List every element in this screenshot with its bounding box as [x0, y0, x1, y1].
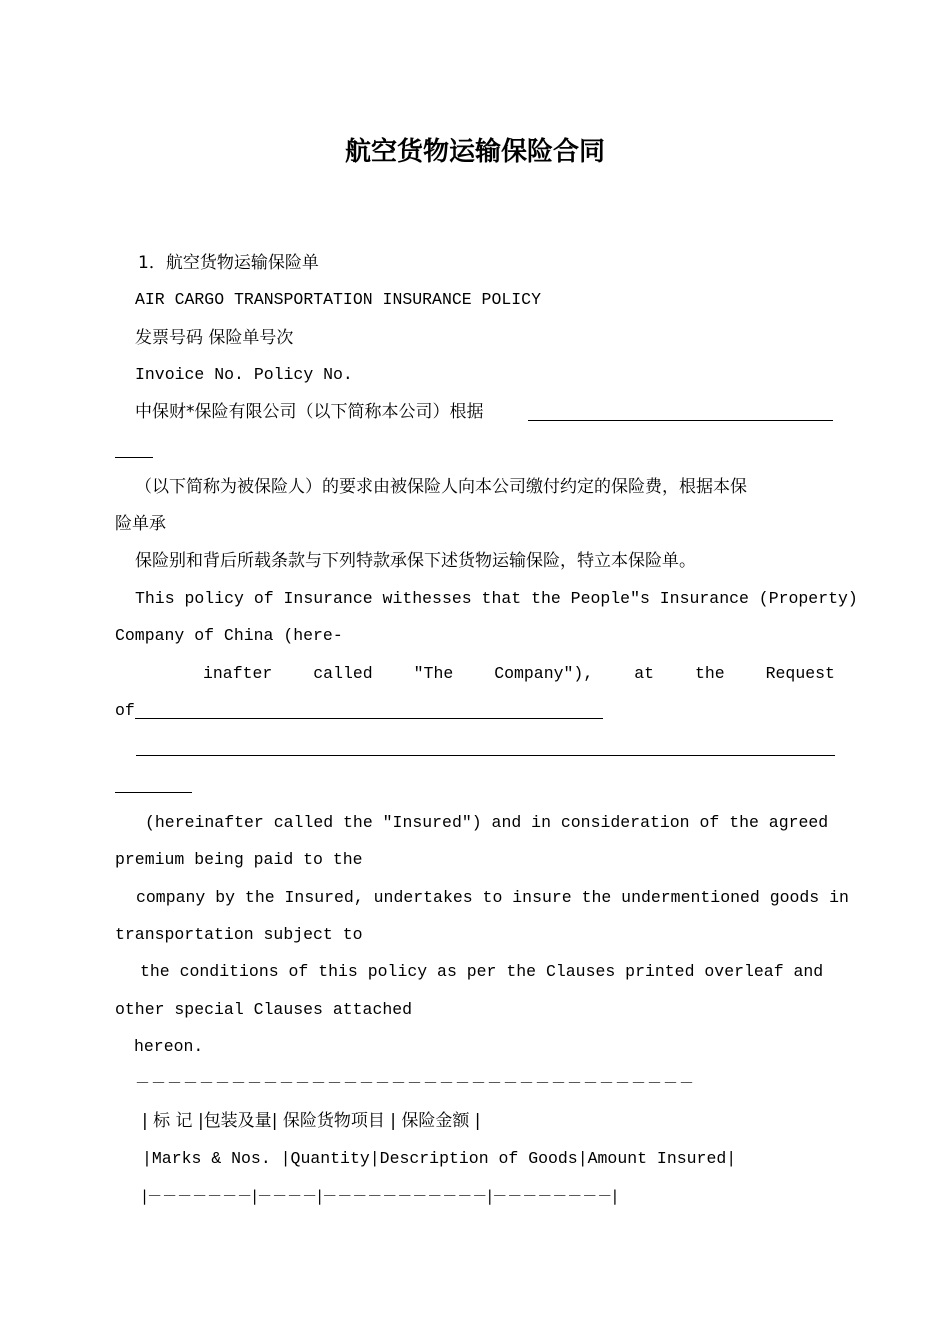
- request-of-blank-2-cont: [115, 792, 192, 793]
- insured-name-blank: [528, 420, 833, 421]
- header-en-quantity: Quantity: [290, 1149, 370, 1168]
- en-line-2-word: Request: [765, 664, 835, 683]
- document-title: 航空货物运输保险合同: [344, 137, 605, 167]
- separator-amount: －－－－－－－－: [492, 1187, 613, 1205]
- separator-description: －－－－－－－－－－－: [322, 1187, 488, 1205]
- cn-line-2: 保险别和背后所载条款与下列特款承保下述货物运输保险，特立本保险单。: [135, 551, 696, 571]
- en-line-5: the conditions of this policy as per the Clauses printed overleaf and: [140, 962, 824, 981]
- en-line-2-cont: of: [115, 701, 135, 720]
- table-header-cn: | 标 记 |包装及量| 保险货物项目 | 保险金额 |: [142, 1111, 481, 1131]
- en-line-4-cont: transportation subject to: [115, 925, 363, 944]
- company-basis-cn: 中保财*保险有限公司（以下简称本公司）根据: [135, 402, 484, 422]
- table-separator-row: |－－－－－－－|－－－－|－－－－－－－－－－－|－－－－－－－－|: [142, 1184, 617, 1208]
- cn-line-1: （以下简称为被保险人）的要求由被保险人向本公司缴付约定的保险费，根据本保: [135, 477, 747, 497]
- en-line-2: [203, 662, 835, 686]
- en-line-2-word: "The: [413, 664, 454, 683]
- header-cn-amount: 保险金额: [401, 1111, 470, 1131]
- header-cn-description: 保险货物项目: [282, 1111, 385, 1131]
- request-of-blank: [135, 718, 603, 719]
- header-en-amount: Amount Insured: [587, 1149, 727, 1168]
- en-line-2-word: inafter: [203, 664, 273, 683]
- cn-line-1-cont: 险单承: [115, 514, 166, 534]
- en-line-2-word: Company"),: [494, 664, 594, 683]
- en-line-2-word: the: [694, 664, 725, 683]
- insured-name-blank-cont: [115, 457, 153, 458]
- en-line-2-word: at: [634, 664, 654, 683]
- section-heading: 1．航空货物运输保险单: [138, 253, 319, 273]
- invoice-policy-cn: 发票号码 保险单号次: [135, 328, 294, 348]
- policy-name-en: AIR CARGO TRANSPORTATION INSURANCE POLICY: [135, 290, 541, 309]
- table-top-border: －－－－－－－－－－－－－－－－－－－－－－－－－－－－－－－－－－－: [135, 1074, 696, 1092]
- en-line-3-cont: premium being paid to the: [115, 850, 363, 869]
- en-line-5-cont: other special Clauses attached: [115, 1000, 413, 1019]
- en-line-1: This policy of Insurance withesses that the People"s Insurance (Property): [135, 589, 858, 608]
- en-line-6: hereon.: [134, 1037, 204, 1056]
- header-cn-marks: 标 记: [153, 1111, 193, 1131]
- request-of-blank-2: [136, 755, 835, 756]
- en-line-1-cont: Company of China (here-: [115, 626, 343, 645]
- invoice-policy-en: Invoice No. Policy No.: [135, 365, 353, 384]
- header-en-description: Description of Goods: [379, 1149, 578, 1168]
- separator-quantity: －－－－: [257, 1187, 318, 1205]
- en-line-4: company by the Insured, undertakes to insure the undermentioned goods in: [136, 888, 849, 907]
- header-cn-quantity: 包装及量: [203, 1111, 272, 1131]
- header-en-marks: Marks & Nos.: [151, 1149, 271, 1168]
- separator-marks: －－－－－－－: [147, 1187, 253, 1205]
- table-header-en: |Marks & Nos. |Quantity|Description of Goods|Amount Insured|: [142, 1147, 736, 1171]
- en-line-3: (hereinafter called the "Insured") and in consideration of the agreed: [145, 813, 829, 832]
- en-line-2-word: called: [313, 664, 373, 683]
